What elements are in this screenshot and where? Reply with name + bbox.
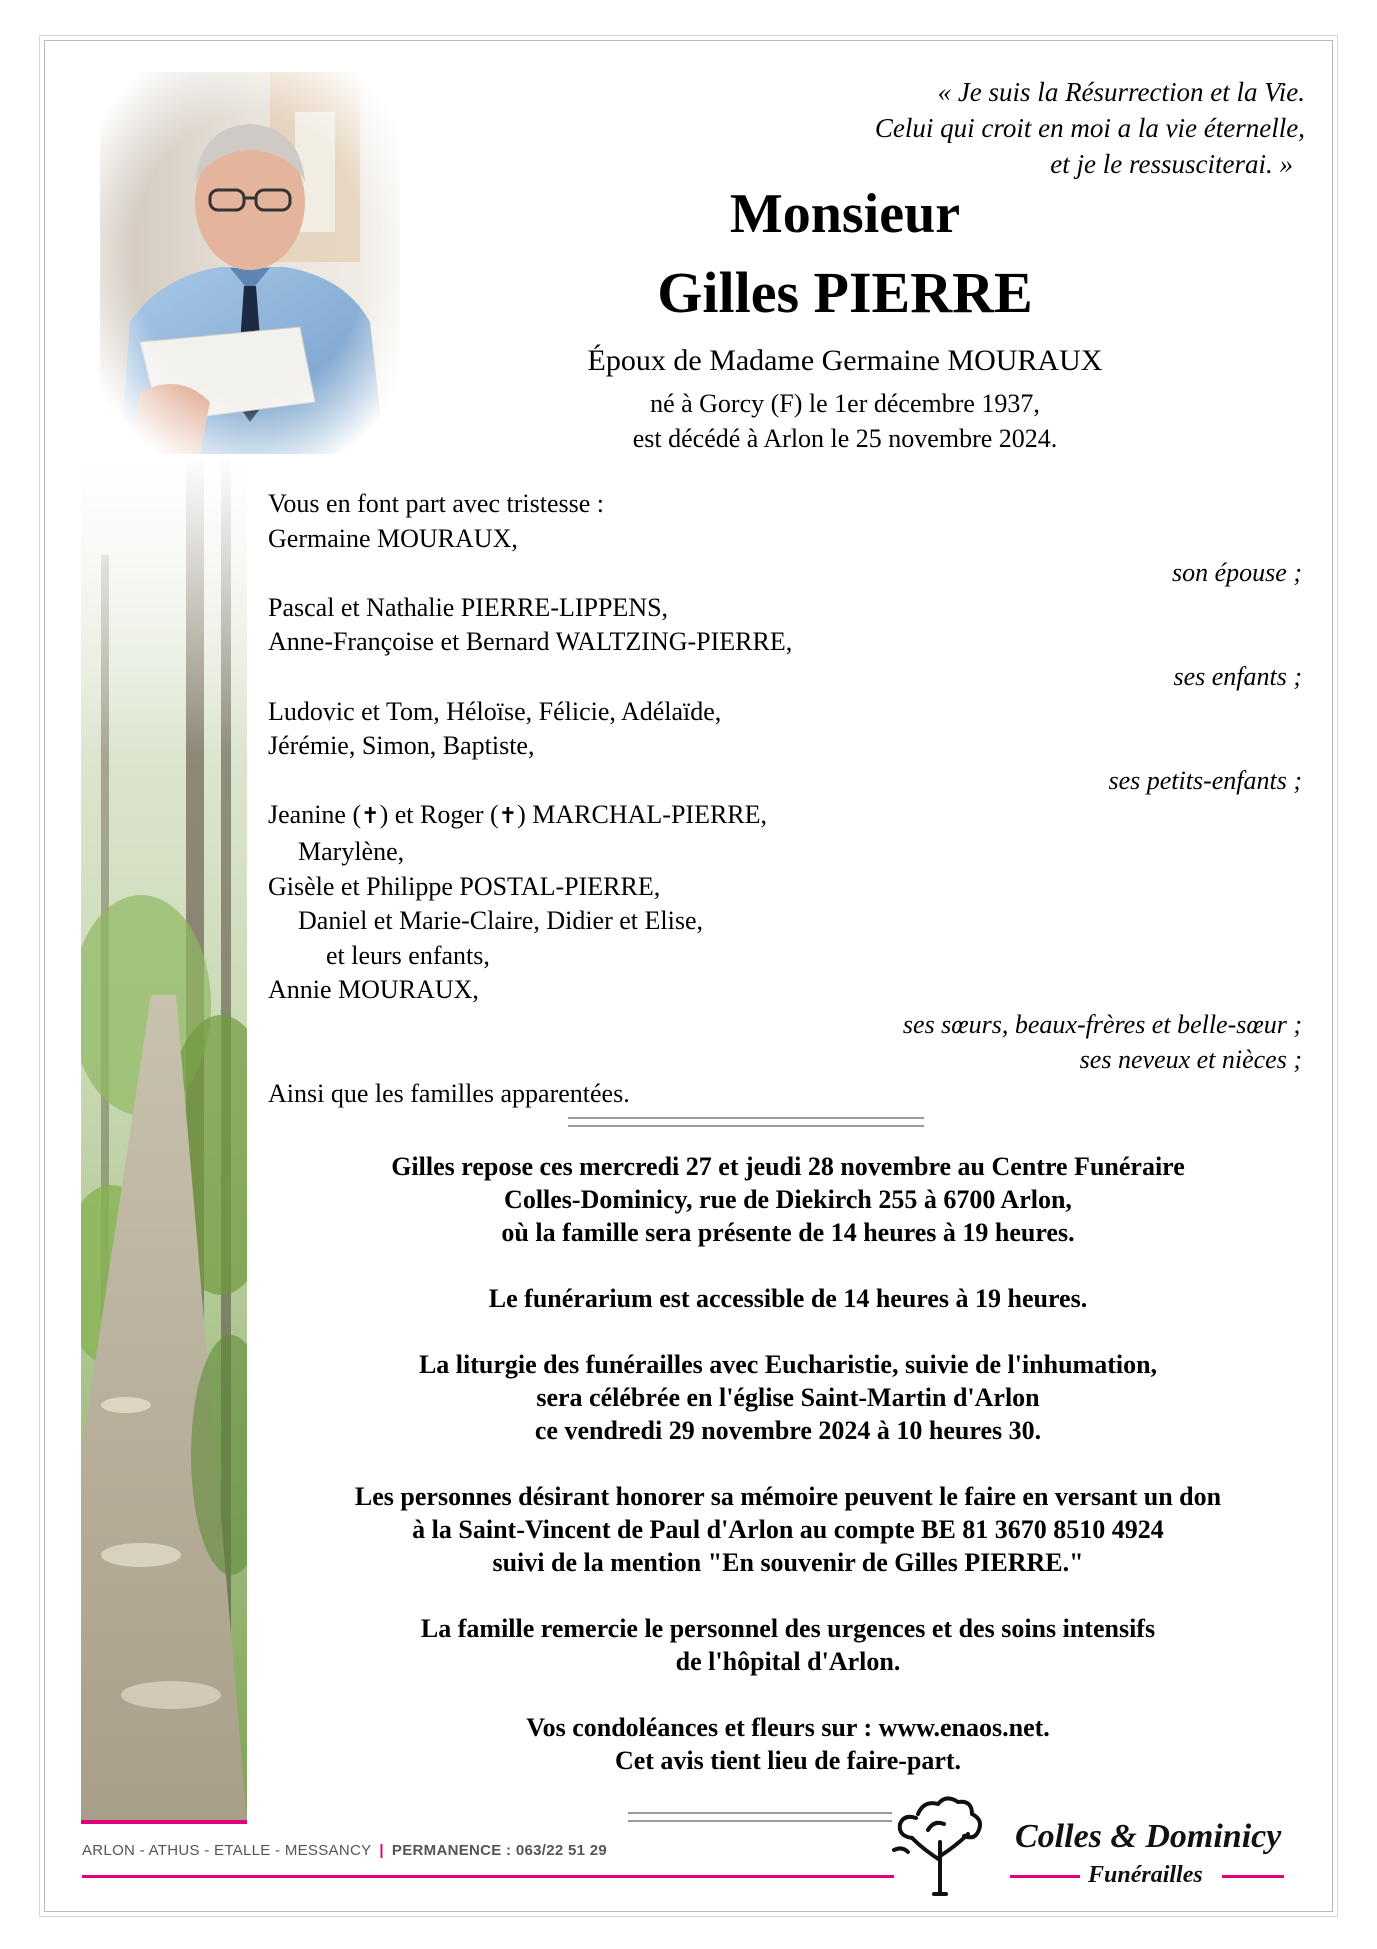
sibling-text: Jeanine ( <box>268 800 362 830</box>
child-line: Pascal et Nathalie PIERRE-LIPPENS, <box>268 592 669 622</box>
role-label: son épouse ; <box>1172 558 1302 588</box>
info-line: La liturgie des funérailles avec Eucharistie, suivie de l'inhumation, <box>418 1350 1158 1379</box>
info-line: Le funérarium est accessible de 14 heures à 19 heures. <box>488 1284 1088 1313</box>
info-line: à la Saint-Vincent de Paul d'Arlon au compte BE 81 3670 8510 4924 <box>412 1515 1164 1544</box>
footer-locations <box>82 1842 607 1859</box>
info-paragraph <box>248 1150 1328 1249</box>
brand-accent-line <box>1222 1875 1284 1878</box>
divider <box>568 1117 924 1127</box>
info-paragraph <box>248 1480 1328 1579</box>
funeral-info <box>248 1150 1328 1810</box>
info-line: sera célébrée en l'église Saint-Martin d'Arlon <box>536 1383 1040 1412</box>
family-list <box>268 487 1308 1112</box>
info-paragraph <box>248 1612 1328 1678</box>
birth-line: né à Gorcy (F) le 1er décembre 1937, <box>650 389 1040 418</box>
info-paragraph <box>248 1711 1328 1777</box>
info-paragraph <box>248 1282 1328 1315</box>
forest-path-image <box>81 455 247 1820</box>
family-closing: Ainsi que les familles apparentées. <box>268 1079 630 1109</box>
footer-separator: | <box>379 1842 384 1859</box>
quote-line: Celui qui croit en moi a la vie éternelle, <box>874 113 1305 143</box>
forest-accent-bar <box>81 1820 247 1824</box>
role-label: ses enfants ; <box>1173 661 1302 691</box>
info-line: Gilles repose ces mercredi 27 et jeudi 28 novembre au Centre Funéraire <box>391 1152 1185 1181</box>
role-label: ses neveux et nièces ; <box>1079 1044 1302 1074</box>
honorific: Monsieur <box>729 183 961 245</box>
divider <box>628 1812 892 1822</box>
info-line: Vos condoléances et fleurs sur : www.enaos.net. <box>526 1713 1050 1742</box>
deceased-name: Gilles PIERRE <box>657 260 1033 325</box>
family-intro: Vous en font part avec tristesse : <box>268 489 604 518</box>
bible-quote <box>875 74 1305 182</box>
info-line: Cet avis tient lieu de faire-part. <box>614 1746 962 1775</box>
spouse-name: Germaine MOURAUX, <box>268 523 518 553</box>
spouse-line: Époux de Madame Germaine MOURAUX <box>587 344 1103 377</box>
grandchild-line: Jérémie, Simon, Baptiste, <box>268 731 535 761</box>
permanence-phone: PERMANENCE : 063/22 51 29 <box>391 1842 607 1859</box>
tree-logo-icon <box>888 1790 992 1898</box>
quote-line: « Je suis la Résurrection et la Vie. <box>937 77 1305 107</box>
info-paragraph <box>248 1348 1328 1447</box>
sibling-line: et leurs enfants, <box>326 940 490 970</box>
child-line: Anne-Françoise et Bernard WALTZING-PIERRE, <box>268 627 793 657</box>
role-label: ses petits-enfants ; <box>1108 765 1302 795</box>
grandchild-line: Ludovic et Tom, Héloïse, Félicie, Adélaïde, <box>268 696 722 726</box>
sibling-line: Marylène, <box>298 836 405 866</box>
info-line: ce vendredi 29 novembre 2024 à 10 heures 30. <box>534 1416 1042 1445</box>
sibling-line <box>268 798 1308 835</box>
info-line: La famille remercie le personnel des urgences et des soins intensifs <box>420 1614 1156 1643</box>
sibling-line: Annie MOURAUX, <box>268 975 479 1005</box>
locations-text: ARLON - ATHUS - ETALLE - MESSANCY <box>82 1842 372 1859</box>
quote-line: et je le ressusciterai. » <box>1050 149 1293 179</box>
sibling-line: Gisèle et Philippe POSTAL-PIERRE, <box>268 871 661 901</box>
sibling-text: ) et Roger ( <box>379 800 499 830</box>
cross-icon: ✝ <box>361 804 380 830</box>
cross-icon: ✝ <box>498 804 518 830</box>
sibling-text: ) MARCHAL-PIERRE, <box>517 800 768 830</box>
info-line: Les personnes désirant honorer sa mémoire peuvent le faire en versant un don <box>354 1482 1222 1511</box>
brand-accent-line <box>1010 1875 1080 1878</box>
death-line: est décédé à Arlon le 25 novembre 2024. <box>632 424 1058 453</box>
role-label: ses sœurs, beaux-frères et belle-sœur ; <box>902 1009 1302 1039</box>
footer-accent-line <box>82 1875 894 1878</box>
brand-name: Colles & Dominicy <box>1015 1818 1282 1855</box>
info-line: Colles-Dominicy, rue de Diekirch 255 à 6700 Arlon, <box>504 1185 1072 1214</box>
sibling-line: Daniel et Marie-Claire, Didier et Elise, <box>298 906 704 936</box>
info-line: suivi de la mention "En souvenir de Gilles PIERRE." <box>492 1548 1084 1577</box>
brand-subtitle: Funérailles <box>1088 1862 1203 1888</box>
info-line: où la famille sera présente de 14 heures à 19 heures. <box>501 1218 1075 1247</box>
info-line: de l'hôpital d'Arlon. <box>675 1647 901 1676</box>
